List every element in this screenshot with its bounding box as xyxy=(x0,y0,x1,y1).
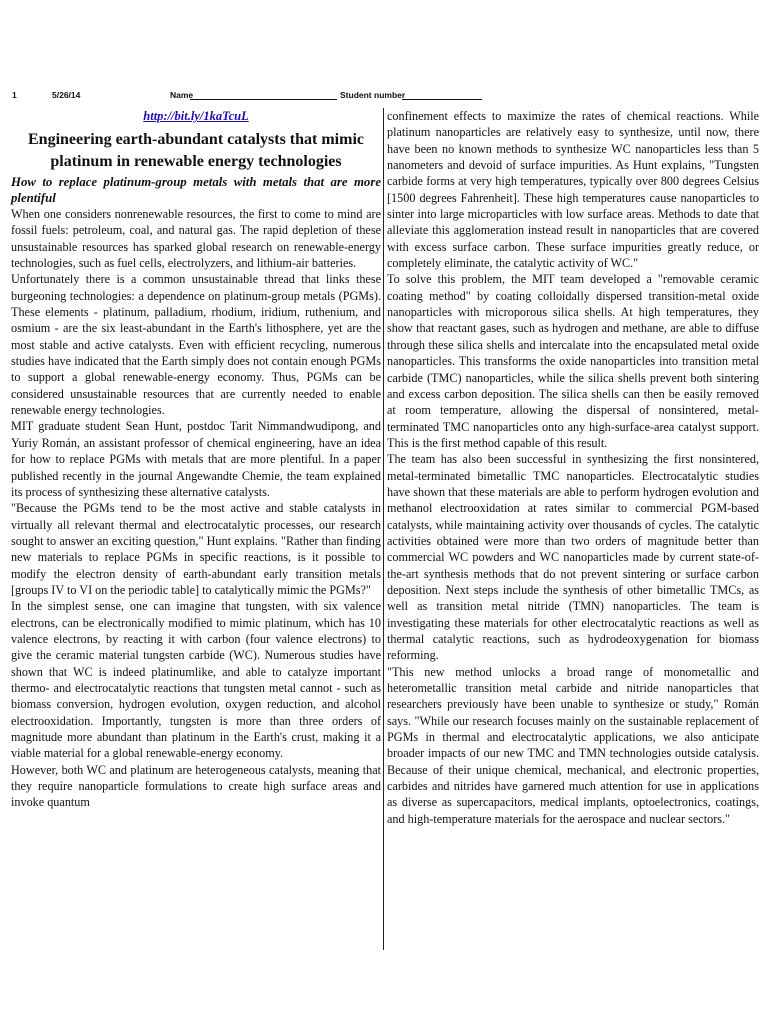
page-date: 5/26/14 xyxy=(52,90,81,100)
page-header xyxy=(0,90,770,104)
student-number-blank-line xyxy=(402,99,482,100)
paragraph: In the simplest sense, one can imagine that tungsten, with six valence electrons, can be electronically modified to mimic platinum, which has 10 valence electrons, by reacting it with carbon (four valence electrons) to give the ceramic material tungsten carbide (WC). Numerous studies have shown that WC is indeed platinumlike, and able to catalyze important thermo- and electrocatalytic reactions that tungsten metal cannot - such as biomass conversion, hydrogen evolution, oxygen reduction, and alcohol electrooxidation. Importantly, tungsten is more than three orders of magnitude more abundant than platinum in the Earth's crust, making it a viable material for a global renewable-energy economy. xyxy=(11,599,381,761)
right-column xyxy=(387,108,759,827)
name-blank-line xyxy=(190,99,337,100)
name-label: Name xyxy=(170,90,194,100)
source-link[interactable]: http://bit.ly/1kaTcuL xyxy=(143,109,249,123)
page-number: 1 xyxy=(12,90,17,100)
left-column xyxy=(11,108,381,811)
paragraph: "Because the PGMs tend to be the most active and stable catalysts in virtually all relevant thermal and electrocatalytic processes, our research sought to answer an exciting question," Hunt explains. "Rather than finding new materials to replace PGMs in specific reactions, is it possible to modify the electron density of earth-abundant early transition metals [groups IV to VI on the periodic table] to catalytically mimic the PGMs?" xyxy=(11,501,381,597)
paragraph: "This new method unlocks a broad range of monometallic and heterometallic transition metal carbide and nitride nanoparticles that researchers previously have been unable to synthesize or study," Román says. "While our research focuses mainly on the sustainable replacement of PGMs in thermal and electrocatalytic applications, we also anticipate broader impacts of our new TMC and TMN technologies outside catalysis. Because of their unique chemical, mechanical, and electronic properties, carbides and nitrides have garnered much attention for use in applications as diverse as supercapacitors, medical implants, optoelectronics, coatings, and high-temperature materials for the aerospace and nuclear sectors." xyxy=(387,664,759,826)
column-divider xyxy=(383,108,384,950)
paragraph: The team has also been successful in synthesizing the first nonsintered, metal-terminated bimetallic TMC nanoparticles. Electrocatalytic studies have shown that these materials are able to perform hydrogen evolution and methanol electrooxidation at rates similar to commercial PGM-based catalysts, while maintaining activity over thousands of cycles. The catalytic activities obtained were more than two orders of magnitude better than commercial WC powders and WC nanoparticles made by current state-of-the-art synthesis methods that do not prevent sintering or surface carbon deposition. Next steps include the synthesis of other bimetallic TMCs, as well as transition metal nitride (TMN) nanoparticles. The team is investigating these materials for other electrocatalytic reactions as well as thermal catalytic reactions, such as hydrodeoxygenation for biomass reforming. xyxy=(387,452,759,663)
article-title: Engineering earth-abundant catalysts that mimic platinum in renewable energy technologies xyxy=(28,131,364,170)
paragraph: MIT graduate student Sean Hunt, postdoc Tarit Nimmandwudipong, and Yuriy Román, an assistant professor of chemical engineering, have an idea for how to replace PGMs with metals that are more plentiful. In a paper published recently in the journal Angewandte Chemie, the team explained its process of synthesizing these alternative catalysts. xyxy=(11,419,381,499)
paragraph: To solve this problem, the MIT team developed a "removable ceramic coating method" by coating colloidally dispersed transition-metal oxide nanoparticles with microporous silica shells. At high temperatures, they show that reactant gases, such as hydrogen and methane, are able to diffuse through these silica shells and intercalate into the encapsulated metal oxide nanoparticles. This transforms the oxide nanoparticles into transition metal carbide (TMC) nanoparticles, while the silica shells prevent both sintering and excess carbon deposition. The silica shells can then be easily removed at room temperature, allowing the dispersal of nonsintered, metal-terminated TMC nanoparticles onto any high-surface-area catalyst support. This is the first method capable of this result. xyxy=(387,272,759,450)
paragraph: When one considers nonrenewable resources, the first to come to mind are fossil fuels: petroleum, coal, and natural gas. The rapid depletion of these unsustainable resources has sparked global research on renewable-energy technologies, such as fuel cells, electrolyzers, and lithium-air batteries. xyxy=(11,207,381,271)
paragraph: Unfortunately there is a common unsustainable thread that links these burgeoning technologies: a dependence on platinum-group metals (PGMs). These elements - platinum, palladium, rhodium, iridium, ruthenium, and osmium - are the six least-abundant in the Earth's lithosphere, yet are the most stable and active catalysts. Even with efficient recycling, numerous studies have indicated that the Earth simply does not contain enough PGMs to support a global renewable-energy economy. Thus, PGMs can be considered unsustainable resources that are currently needed to enable renewable energy technologies. xyxy=(11,272,381,418)
article-subtitle: How to replace platinum-group metals with metals that are more plentiful xyxy=(11,175,381,205)
paragraph: However, both WC and platinum are heterogeneous catalysts, meaning that they require nanoparticle formulations to create high surface areas and invoke quantum xyxy=(11,762,381,810)
student-number-label: Student number xyxy=(340,90,406,100)
paragraph: confinement effects to maximize the rates of chemical reactions. While platinum nanoparticles are relatively easy to synthesize, until now, there have been no known methods to synthesize WC nanoparticles less than 5 nanometers and devoid of surface impurities. As Hunt explains, "Tungsten carbide forms at very high temperatures, typically over 800 degrees Celsius [1500 degrees Fahrenheit]. These high temperatures cause nanoparticles to sinter into large microparticles with low surface areas. Methods to date that alleviate this agglomeration instead result in nanoparticles that are covered with excess surface carbon. These surface impurities greatly reduce, or completely eliminate, the catalytic activity of WC." xyxy=(387,109,759,271)
